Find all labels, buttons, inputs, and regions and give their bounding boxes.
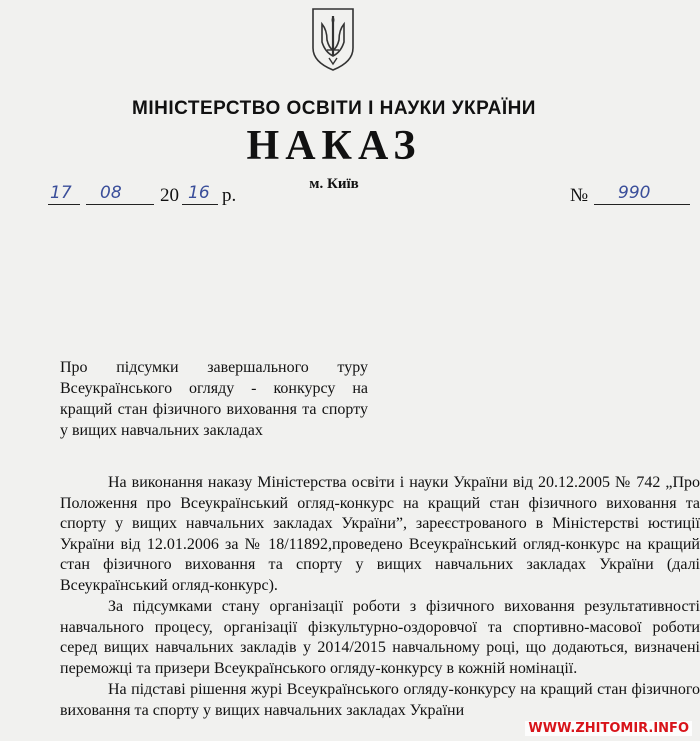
number-value: 990	[618, 183, 651, 203]
date-month: 08	[100, 183, 122, 203]
document-number	[570, 183, 700, 213]
document-body	[60, 473, 700, 721]
site-watermark: WWW.ZHITOMIR.INFO	[525, 721, 692, 736]
body-paragraph-1: На виконання наказу Міністерства освіти і науки України від 20.12.2005 № 742 „Про Положення про Всеукраїнський огляд-конкурс на кращий стан фізичного виховання та спорту у вищих навчальних закладах України”, зареєстрованого в Міністерстві юстиції України від 12.01.2006 за № 18/11892,проведено Всеукраїнський огляд-конкурс на кращий стан фізичного виховання та спорту у вищих навчальних закладах України (далі Всеукраїнський огляд-конкурс).	[60, 474, 700, 594]
date-year-suffix: 16	[188, 183, 210, 203]
number-label: №	[570, 185, 589, 206]
document-subject	[60, 357, 368, 441]
date-year-prefix: 20	[160, 185, 179, 206]
document-title: НАКАЗ	[246, 123, 422, 169]
coat-of-arms-icon	[309, 6, 357, 72]
subject-text: Про підсумки завершального туру Всеукраїнського огляду - конкурсу на кращий стан фізичного виховання та спорту у вищих навчальних закладах	[60, 359, 368, 439]
document-date	[48, 183, 248, 213]
ministry-name: МІНІСТЕРСТВО ОСВІТИ І НАУКИ УКРАЇНИ	[132, 98, 536, 119]
body-paragraph-3: На підставі рішення журі Всеукраїнського огляду-конкурсу на кращий стан фізичного виховання та спорту у вищих навчальних закладах України	[60, 681, 700, 719]
date-day: 17	[50, 183, 72, 203]
document-city: м. Київ	[309, 176, 359, 192]
date-year-mark: р.	[222, 185, 237, 206]
body-paragraph-2: За підсумками стану організації роботи з фізичного виховання результативності навчального процесу, організації фізкультурно-оздоровчої та спортивно-масової роботи серед вищих навчальних закладів у 2014/2015 навчальному році, що додаються, визначені переможці та призери Всеукраїнського огляду-конкурсу в кожній номінації.	[60, 598, 700, 677]
